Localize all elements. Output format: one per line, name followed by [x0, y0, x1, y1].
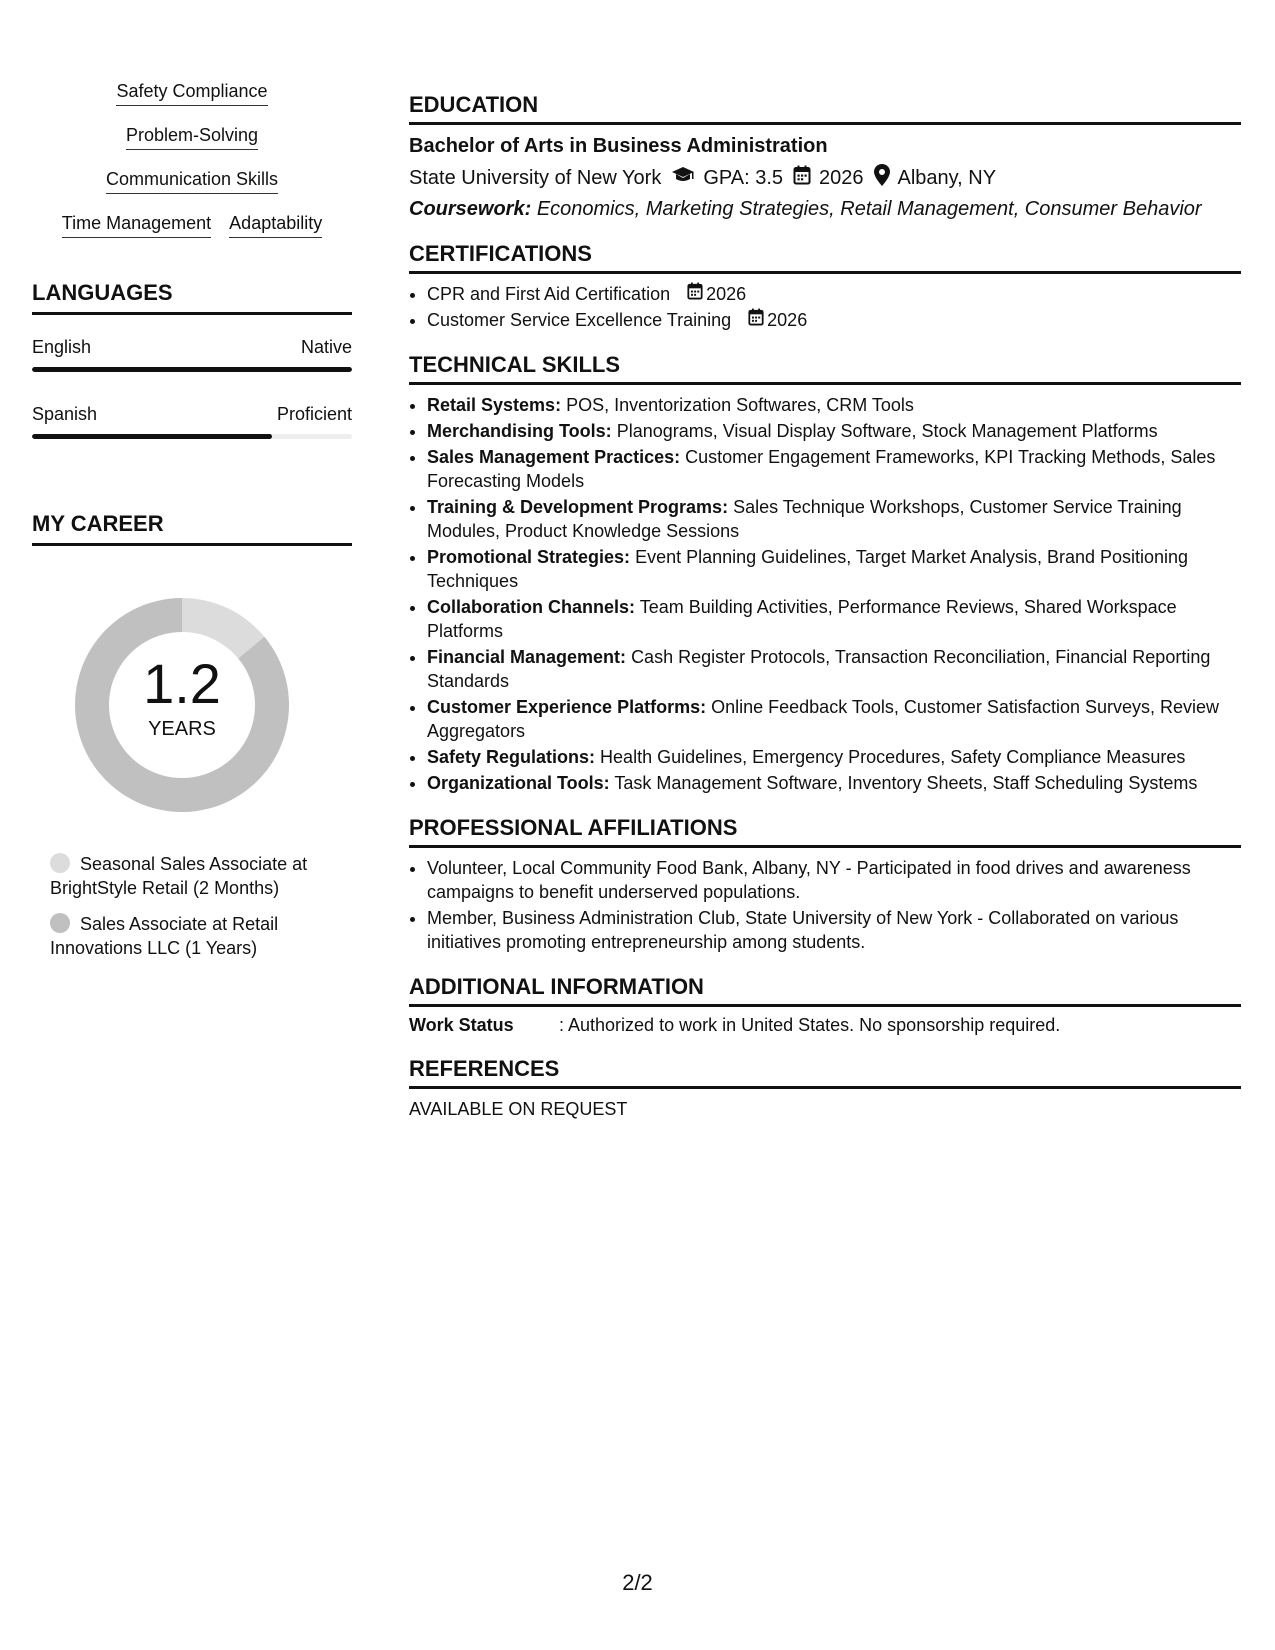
- graduation-year: 2026: [819, 166, 864, 189]
- skill-details: Sales Technique Workshops, Customer Service Training Modules, Product Knowledge Sessions: [427, 497, 1182, 541]
- coursework-label: Coursework:: [409, 198, 532, 220]
- page-number: 2/2: [622, 1570, 653, 1595]
- additional-info-heading: ADDITIONAL INFORMATION: [409, 974, 1241, 1007]
- gpa: GPA: 3.5: [703, 166, 784, 189]
- affiliation-item: • Volunteer, Local Community Food Bank, Albany, NY - Participated in food drives and awareness campaigns to benefit underserved populations.: [427, 856, 1241, 904]
- language-bar: [32, 434, 352, 439]
- skill-category: Safety Regulations:: [427, 747, 596, 767]
- skill-details: Task Management Software, Inventory Sheets, Staff Scheduling Systems: [614, 773, 1198, 793]
- left-column: [32, 80, 352, 972]
- certification-name: CPR and First Aid Certification: [427, 284, 671, 304]
- technical-skill-item: [427, 645, 1241, 693]
- certification-year: 2026: [706, 284, 747, 304]
- career-heading: MY CAREER: [32, 511, 352, 546]
- career-legend: [32, 852, 352, 960]
- language-bar-fill: [32, 434, 272, 439]
- career-section: [32, 511, 352, 960]
- skill-details: Planograms, Visual Display Software, Stock Management Platforms: [616, 421, 1158, 441]
- work-status-value: : Authorized to work in United States. No sponsorship required.: [559, 1015, 1061, 1035]
- coursework-list: Economics, Marketing Strategies, Retail Management, Consumer Behavior: [536, 198, 1202, 220]
- career-donut-chart: [67, 590, 297, 820]
- certifications-list: [409, 282, 1241, 332]
- skill-category: Training & Development Programs:: [427, 497, 729, 517]
- graduation-cap-icon: [671, 166, 695, 190]
- certification-name: Customer Service Excellence Training: [427, 310, 732, 330]
- technical-skill-item: [427, 745, 1241, 769]
- technical-skills-heading: TECHNICAL SKILLS: [409, 352, 1241, 385]
- technical-skill-item: [427, 419, 1241, 443]
- work-status-row: [409, 1015, 1241, 1036]
- languages-section: [32, 280, 352, 439]
- school-location: Albany, NY: [897, 166, 997, 189]
- career-total-value: 1.2: [143, 652, 221, 715]
- career-legend-item: [50, 852, 330, 900]
- education-section: [409, 92, 1241, 221]
- references-heading: REFERENCES: [409, 1056, 1241, 1089]
- references-text: AVAILABLE ON REQUEST: [409, 1099, 628, 1119]
- certification-year: 2026: [767, 310, 808, 330]
- technical-skill-item: [427, 445, 1241, 493]
- skill-row: [32, 80, 352, 106]
- career-legend-item: [50, 912, 330, 960]
- skill-category: Customer Experience Platforms:: [427, 697, 707, 717]
- certification-item: [427, 282, 1241, 306]
- skill-tag: Problem-Solving: [126, 124, 258, 150]
- skill-details: Event Planning Guidelines, Target Market Analysis, Brand Positioning Techniques: [427, 547, 1189, 591]
- technical-skills-section: [409, 352, 1241, 795]
- technical-skill-item: [427, 393, 1241, 417]
- skill-category: Collaboration Channels:: [427, 597, 636, 617]
- legend-dot: [50, 853, 70, 873]
- skill-category: Sales Management Practices:: [427, 447, 681, 467]
- skill-details: Team Building Activities, Performance Reviews, Shared Workspace Platforms: [427, 597, 1177, 641]
- skill-row: [32, 168, 352, 194]
- skill-row: [32, 124, 352, 150]
- legend-dot: [50, 913, 70, 933]
- skill-tag: Time Management: [62, 212, 211, 238]
- technical-skill-item: [427, 771, 1241, 795]
- references-section: [409, 1056, 1241, 1120]
- technical-skill-item: [427, 695, 1241, 743]
- skills-list: [32, 80, 352, 238]
- school-name: State University of New York: [409, 166, 662, 189]
- coursework: [409, 198, 1241, 221]
- work-status-label: Work Status: [409, 1015, 514, 1035]
- language-bar-fill: [32, 367, 352, 372]
- skill-tag: Adaptability: [229, 212, 322, 238]
- calendar-icon: [793, 165, 811, 191]
- certifications-section: [409, 241, 1241, 332]
- skill-category: Merchandising Tools:: [427, 421, 612, 441]
- technical-skills-list: [409, 393, 1241, 795]
- technical-skill-item: [427, 545, 1241, 593]
- affiliation-item: • Member, Business Administration Club, State University of New York - Collaborated on various initiatives promoting entrepreneurship among students.: [427, 906, 1241, 954]
- degree-title: Bachelor of Arts in Business Administration: [409, 135, 828, 157]
- skill-details: Cash Register Protocols, Transaction Reconciliation, Financial Reporting Standards: [427, 647, 1211, 691]
- skill-category: Financial Management:: [427, 647, 627, 667]
- skill-category: Promotional Strategies:: [427, 547, 631, 567]
- technical-skill-item: [427, 595, 1241, 643]
- certifications-heading: CERTIFICATIONS: [409, 241, 1241, 274]
- language-item: [32, 404, 352, 439]
- language-name: Spanish: [32, 404, 98, 424]
- calendar-icon: [748, 308, 764, 332]
- affiliations-section: [409, 815, 1241, 954]
- skill-details: Customer Engagement Frameworks, KPI Tracking Methods, Sales Forecasting Models: [427, 447, 1216, 491]
- map-pin-icon: [874, 164, 890, 192]
- career-legend-label: Sales Associate at Retail Innovations LLC (1 Years): [50, 914, 279, 958]
- skill-category: Retail Systems:: [427, 395, 562, 415]
- skill-row: [32, 212, 352, 238]
- skill-details: Online Feedback Tools, Customer Satisfaction Surveys, Review Aggregators: [427, 697, 1220, 741]
- certification-item: [427, 308, 1241, 332]
- language-item: [32, 337, 352, 372]
- calendar-icon: [687, 282, 703, 306]
- language-level: Proficient: [276, 404, 352, 424]
- language-level: Native: [300, 337, 352, 357]
- affiliations-list: [409, 856, 1241, 954]
- skill-tag: Safety Compliance: [116, 80, 267, 106]
- languages-heading: LANGUAGES: [32, 280, 352, 315]
- career-legend-label: Seasonal Sales Associate at BrightStyle Retail (2 Months): [50, 854, 308, 898]
- career-total-unit: YEARS: [148, 718, 216, 740]
- skill-details: Health Guidelines, Emergency Procedures, Safety Compliance Measures: [600, 747, 1186, 767]
- additional-info-section: [409, 974, 1241, 1036]
- right-column: [409, 92, 1241, 1140]
- language-name: English: [32, 337, 92, 357]
- skill-details: POS, Inventorization Softwares, CRM Tools: [566, 395, 914, 415]
- education-heading: EDUCATION: [409, 92, 1241, 125]
- education-meta: [409, 164, 1241, 192]
- skill-tag: Communication Skills: [106, 168, 278, 194]
- language-bar: [32, 367, 352, 372]
- skill-category: Organizational Tools:: [427, 773, 610, 793]
- affiliations-heading: PROFESSIONAL AFFILIATIONS: [409, 815, 1241, 848]
- technical-skill-item: [427, 495, 1241, 543]
